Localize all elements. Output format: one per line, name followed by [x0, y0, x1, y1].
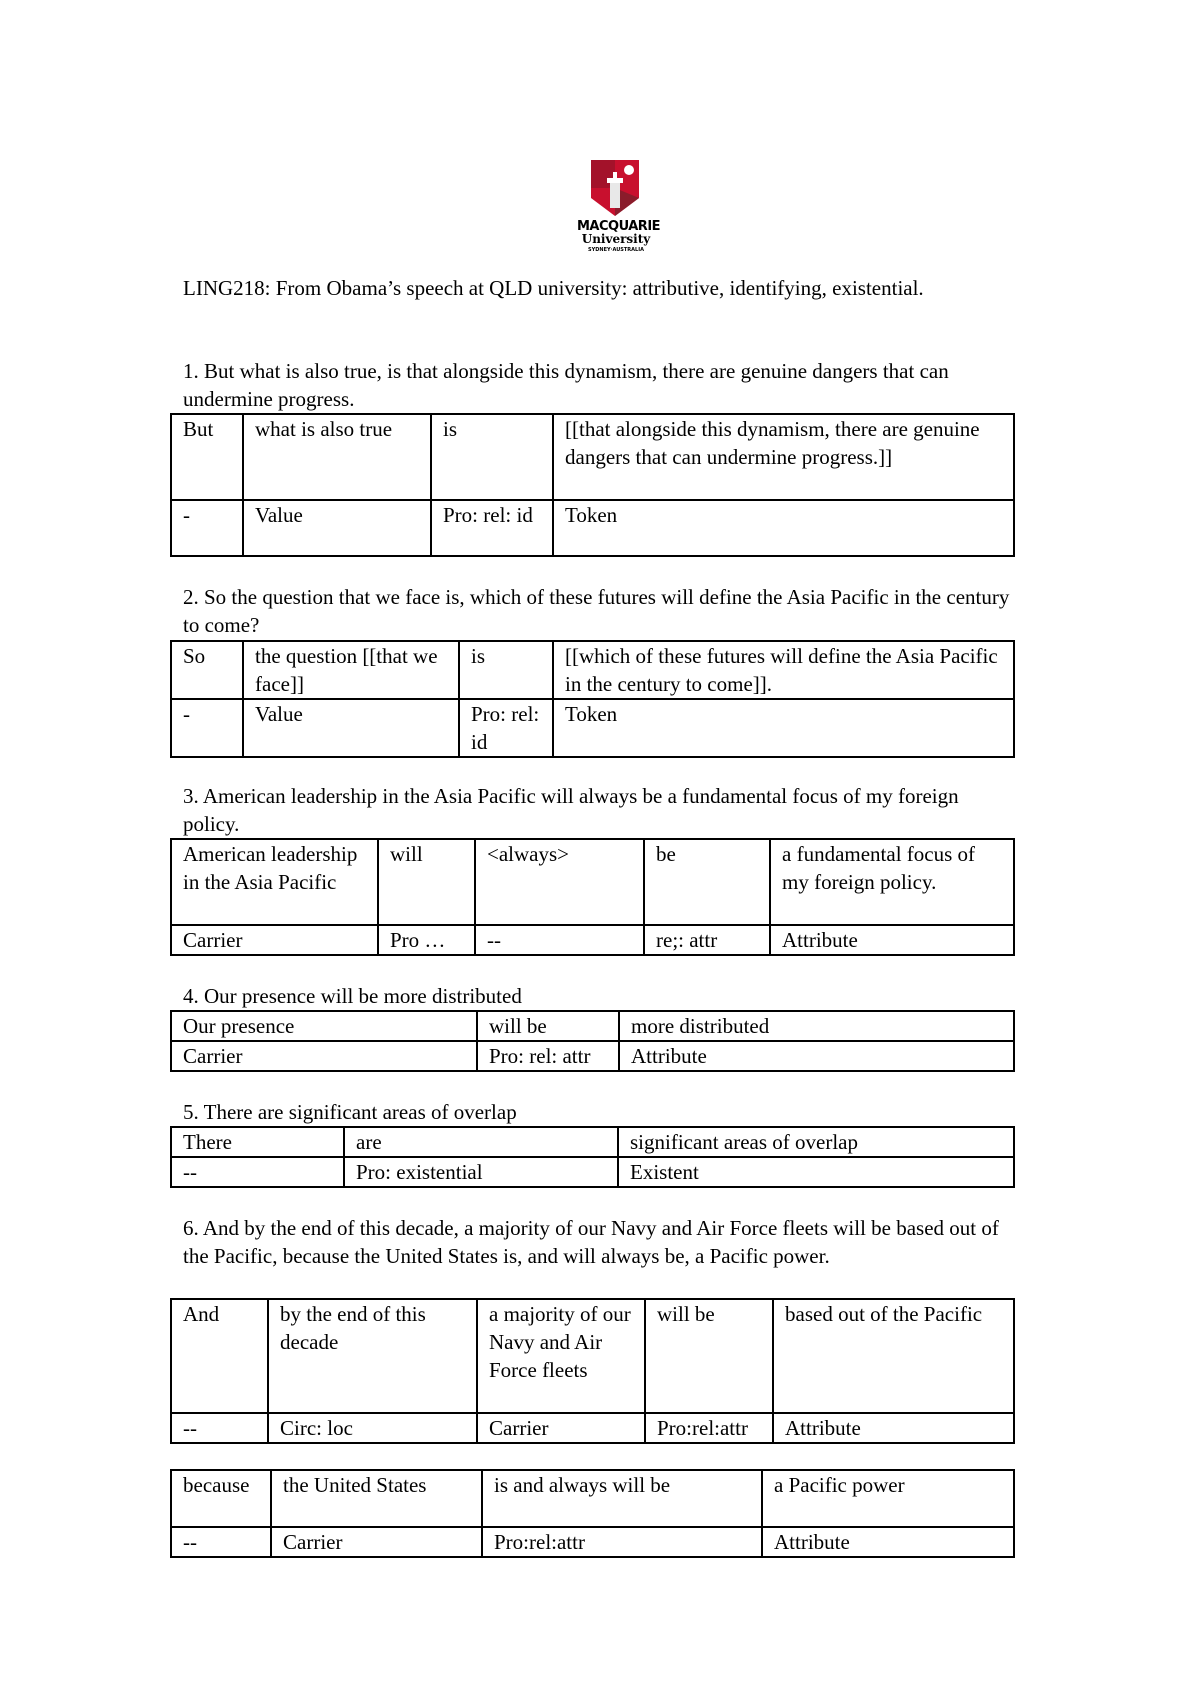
table-cell: Attribute — [762, 1527, 1014, 1557]
table-row — [171, 1041, 1014, 1071]
document-title: LING218: From Obama’s speech at QLD university: attributive, identifying, existential. — [183, 276, 924, 300]
table-row — [171, 1127, 1014, 1157]
table-cell: will — [378, 839, 475, 925]
table-row — [171, 1157, 1014, 1187]
table-cell: And — [171, 1299, 268, 1413]
table-cell: Circ: loc — [268, 1413, 477, 1443]
logo-wordmark: MACQUARIE — [577, 219, 661, 234]
table-cell: -- — [171, 1527, 271, 1557]
logo-location: SYDNEY·AUSTRALIA — [588, 247, 644, 253]
table-cell: Pro:rel:attr — [482, 1527, 762, 1557]
table-cell: [[that alongside this dynamism, there are genuine dangers that can undermine progress.]] — [553, 414, 1014, 500]
table-cell: Attribute — [773, 1413, 1014, 1443]
analysis-table-1 — [170, 413, 1015, 557]
shield-icon — [577, 158, 655, 220]
table-row — [171, 925, 1014, 955]
table-cell: Value — [243, 699, 459, 757]
table-row — [171, 500, 1014, 556]
analysis-table-4 — [170, 1010, 1015, 1072]
table-row — [171, 1299, 1014, 1413]
table-cell: - — [171, 500, 243, 556]
table-cell: because — [171, 1470, 271, 1527]
sentence-2: 2. So the question that we face is, which of these futures will define the Asia Pacific in the century to come? — [183, 585, 1010, 637]
macquarie-logo — [577, 158, 661, 258]
table-cell: Token — [553, 699, 1014, 757]
table-cell: - — [171, 699, 243, 757]
table-row — [171, 641, 1014, 699]
table-cell: Value — [243, 500, 431, 556]
table-cell: But — [171, 414, 243, 500]
table-cell: There — [171, 1127, 344, 1157]
table-cell: So — [171, 641, 243, 699]
table-row — [171, 1470, 1014, 1527]
table-cell: Attribute — [619, 1041, 1014, 1071]
table-cell: will be — [645, 1299, 773, 1413]
table-row — [171, 1413, 1014, 1443]
table-row — [171, 1527, 1014, 1557]
table-cell: Carrier — [171, 925, 378, 955]
table-cell: -- — [475, 925, 644, 955]
table-cell: -- — [171, 1413, 268, 1443]
table-row — [171, 839, 1014, 925]
table-cell: by the end of this decade — [268, 1299, 477, 1413]
table-cell: <always> — [475, 839, 644, 925]
table-cell: is — [459, 641, 553, 699]
table-cell: Carrier — [271, 1527, 482, 1557]
table-cell: Token — [553, 500, 1014, 556]
table-cell: Pro: existential — [344, 1157, 618, 1187]
table-cell: will be — [477, 1011, 619, 1041]
table-cell: Pro: rel: attr — [477, 1041, 619, 1071]
table-cell: the United States — [271, 1470, 482, 1527]
table-cell: -- — [171, 1157, 344, 1187]
table-cell: a Pacific power — [762, 1470, 1014, 1527]
table-row — [171, 699, 1014, 757]
table-cell: a majority of our Navy and Air Force fleets — [477, 1299, 645, 1413]
table-cell: Pro:rel:attr — [645, 1413, 773, 1443]
logo-subtitle: University — [581, 232, 651, 246]
table-row — [171, 414, 1014, 500]
table-row — [171, 1011, 1014, 1041]
table-cell: based out of the Pacific — [773, 1299, 1014, 1413]
sentence-6: 6. And by the end of this decade, a majority of our Navy and Air Force fleets will be based out of the Pacific, because the United States is, and will always be, a Pacific power. — [183, 1216, 999, 1268]
table-cell: be — [644, 839, 770, 925]
sentence-4: 4. Our presence will be more distributed — [183, 984, 522, 1008]
table-cell: the question [[that we face]] — [243, 641, 459, 699]
table-cell: Existent — [618, 1157, 1014, 1187]
analysis-table-2 — [170, 640, 1015, 758]
table-cell: what is also true — [243, 414, 431, 500]
table-cell: American leadership in the Asia Pacific — [171, 839, 378, 925]
table-cell: is — [431, 414, 553, 500]
table-cell: Carrier — [171, 1041, 477, 1071]
table-cell: re;: attr — [644, 925, 770, 955]
sentence-3: 3. American leadership in the Asia Pacific will always be a fundamental focus of my foreign policy. — [183, 784, 959, 836]
sentence-5: 5. There are significant areas of overlap — [183, 1100, 517, 1124]
analysis-table-6b — [170, 1469, 1015, 1558]
table-cell: [[which of these futures will define the Asia Pacific in the century to come]]. — [553, 641, 1014, 699]
table-cell: a fundamental focus of my foreign policy. — [770, 839, 1014, 925]
table-cell: significant areas of overlap — [618, 1127, 1014, 1157]
analysis-table-5 — [170, 1126, 1015, 1188]
table-cell: Pro … — [378, 925, 475, 955]
table-cell: Attribute — [770, 925, 1014, 955]
analysis-table-3 — [170, 838, 1015, 956]
table-cell: Pro: rel: id — [431, 500, 553, 556]
table-cell: Carrier — [477, 1413, 645, 1443]
sentence-1: 1. But what is also true, is that alongside this dynamism, there are genuine dangers that can undermine progress. — [183, 359, 949, 411]
table-cell: Pro: rel: id — [459, 699, 553, 757]
table-cell: are — [344, 1127, 618, 1157]
table-cell: more distributed — [619, 1011, 1014, 1041]
table-cell: is and always will be — [482, 1470, 762, 1527]
table-cell: Our presence — [171, 1011, 477, 1041]
analysis-table-6a — [170, 1298, 1015, 1444]
